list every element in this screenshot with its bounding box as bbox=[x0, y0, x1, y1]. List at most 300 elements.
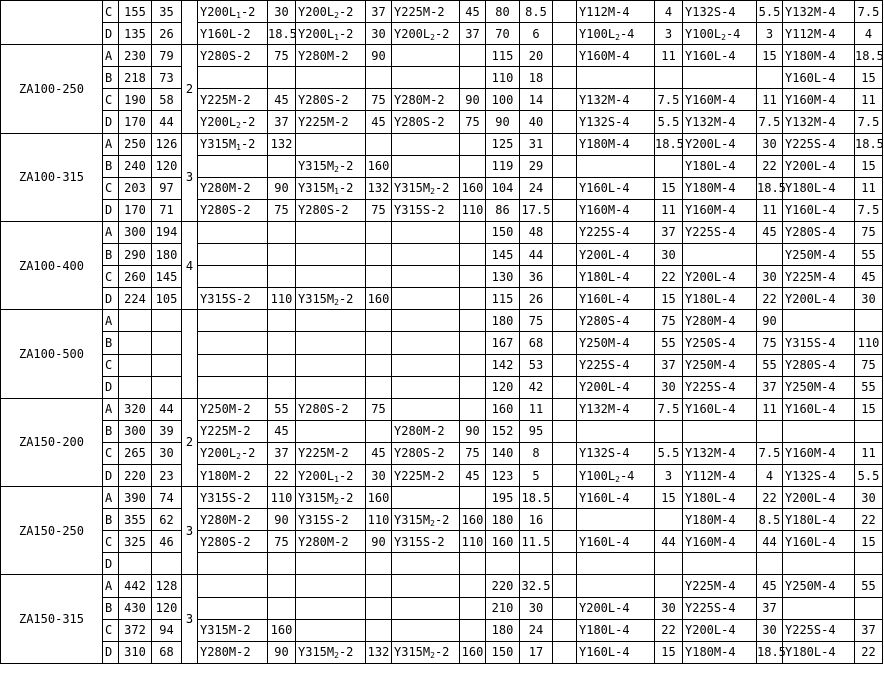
power-3-cell: 110 bbox=[460, 199, 486, 221]
spacer-cell bbox=[553, 376, 577, 398]
power-1-cell bbox=[268, 244, 296, 266]
head-2pole-cell: 44 bbox=[152, 111, 182, 133]
power-4-cell bbox=[655, 420, 683, 442]
spacer-cell bbox=[553, 111, 577, 133]
power-6-cell: 45 bbox=[855, 266, 883, 288]
variant-letter-cell: D bbox=[103, 641, 119, 663]
power-6-cell: 30 bbox=[855, 487, 883, 509]
motor-1-cell: Y180M-2 bbox=[198, 464, 268, 486]
power-1-cell bbox=[268, 354, 296, 376]
power-4-cell: 30 bbox=[655, 244, 683, 266]
head-4pole-cell: 36 bbox=[520, 266, 553, 288]
power-6-cell: 15 bbox=[855, 155, 883, 177]
flow-2pole-cell: 170 bbox=[119, 111, 152, 133]
variant-letter-cell: C bbox=[103, 442, 119, 464]
table-row bbox=[1, 575, 883, 597]
power-6-cell: 22 bbox=[855, 509, 883, 531]
power-4-cell: 55 bbox=[655, 332, 683, 354]
motor-6-cell: Y132S-4 bbox=[783, 464, 855, 486]
power-2-cell bbox=[366, 420, 392, 442]
power-6-cell: 55 bbox=[855, 244, 883, 266]
variant-letter-cell: D bbox=[103, 464, 119, 486]
power-3-cell bbox=[460, 332, 486, 354]
motor-4-cell: Y200L-4 bbox=[577, 376, 655, 398]
head-4pole-cell: 53 bbox=[520, 354, 553, 376]
motor-5-cell: Y180L-4 bbox=[683, 288, 757, 310]
spacer-cell bbox=[553, 619, 577, 641]
power-2-cell bbox=[366, 133, 392, 155]
power-2-cell: 37 bbox=[366, 1, 392, 23]
motor-6-cell: Y225M-4 bbox=[783, 266, 855, 288]
variant-letter-cell: B bbox=[103, 67, 119, 89]
flow-4pole-cell: 152 bbox=[486, 420, 520, 442]
power-2-cell bbox=[366, 221, 392, 243]
head-2pole-cell: 44 bbox=[152, 398, 182, 420]
power-4-cell bbox=[655, 155, 683, 177]
table-row bbox=[1, 354, 883, 376]
motor-3-cell bbox=[392, 398, 460, 420]
power-4-cell: 22 bbox=[655, 619, 683, 641]
motor-5-cell: Y160M-4 bbox=[683, 531, 757, 553]
power-2-cell bbox=[366, 244, 392, 266]
power-2-cell: 160 bbox=[366, 155, 392, 177]
motor-1-cell: Y225M-2 bbox=[198, 89, 268, 111]
motor-4-cell: Y132M-4 bbox=[577, 89, 655, 111]
spacer-cell bbox=[553, 177, 577, 199]
power-5-cell: 37 bbox=[757, 597, 783, 619]
flow-4pole-cell: 180 bbox=[486, 619, 520, 641]
motor-6-cell: Y200L-4 bbox=[783, 487, 855, 509]
flow-4pole-cell: 150 bbox=[486, 221, 520, 243]
power-3-cell: 45 bbox=[460, 464, 486, 486]
variant-letter-cell: B bbox=[103, 332, 119, 354]
motor-3-cell bbox=[392, 221, 460, 243]
flow-4pole-cell: 167 bbox=[486, 332, 520, 354]
power-5-cell bbox=[757, 244, 783, 266]
power-6-cell: 37 bbox=[855, 619, 883, 641]
flow-4pole-cell: 115 bbox=[486, 45, 520, 67]
power-3-cell: 160 bbox=[460, 641, 486, 663]
power-3-cell bbox=[460, 575, 486, 597]
power-4-cell bbox=[655, 509, 683, 531]
power-6-cell bbox=[855, 553, 883, 575]
motor-1-cell bbox=[198, 155, 268, 177]
table-row bbox=[1, 89, 883, 111]
motor-3-cell: Y280M-2 bbox=[392, 420, 460, 442]
table-row bbox=[1, 487, 883, 509]
power-5-cell: 7.5 bbox=[757, 442, 783, 464]
motor-6-cell: Y160M-4 bbox=[783, 89, 855, 111]
spacer-cell bbox=[553, 597, 577, 619]
power-1-cell: 110 bbox=[268, 288, 296, 310]
power-2-cell: 110 bbox=[366, 509, 392, 531]
head-4pole-cell: 40 bbox=[520, 111, 553, 133]
power-4-cell: 3 bbox=[655, 464, 683, 486]
power-3-cell: 160 bbox=[460, 509, 486, 531]
table-row bbox=[1, 464, 883, 486]
head-2pole-cell: 68 bbox=[152, 641, 182, 663]
spacer-cell bbox=[553, 487, 577, 509]
pump-model-cell: ZA150-250 bbox=[1, 487, 103, 575]
flow-2pole-cell: 190 bbox=[119, 89, 152, 111]
motor-2-cell bbox=[296, 67, 366, 89]
motor-2-cell bbox=[296, 575, 366, 597]
power-3-cell bbox=[460, 244, 486, 266]
motor-2-cell: $Y315M_2-2$ bbox=[296, 641, 366, 663]
flow-4pole-cell: 130 bbox=[486, 266, 520, 288]
motor-1-cell: Y315M-2 bbox=[198, 619, 268, 641]
head-4pole-cell: 32.5 bbox=[520, 575, 553, 597]
flow-4pole-cell: 90 bbox=[486, 111, 520, 133]
table-row bbox=[1, 23, 883, 45]
power-4-cell: 5.5 bbox=[655, 111, 683, 133]
head-2pole-cell: 94 bbox=[152, 619, 182, 641]
power-6-cell: 75 bbox=[855, 354, 883, 376]
motor-1-cell: Y280M-2 bbox=[198, 509, 268, 531]
power-1-cell: 90 bbox=[268, 641, 296, 663]
motor-1-cell bbox=[198, 597, 268, 619]
power-6-cell bbox=[855, 310, 883, 332]
head-2pole-cell bbox=[152, 310, 182, 332]
motor-3-cell bbox=[392, 376, 460, 398]
head-4pole-cell: 11 bbox=[520, 398, 553, 420]
power-1-cell bbox=[268, 67, 296, 89]
spacer-cell bbox=[553, 89, 577, 111]
motor-3-cell bbox=[392, 487, 460, 509]
motor-5-cell: Y200L-4 bbox=[683, 266, 757, 288]
power-6-cell: 15 bbox=[855, 398, 883, 420]
head-4pole-cell: 17.5 bbox=[520, 199, 553, 221]
motor-3-cell bbox=[392, 575, 460, 597]
power-5-cell: 30 bbox=[757, 619, 783, 641]
motor-3-cell: Y280S-2 bbox=[392, 111, 460, 133]
spacer-cell bbox=[553, 332, 577, 354]
spacer-cell bbox=[553, 398, 577, 420]
motor-2-cell: Y280S-2 bbox=[296, 199, 366, 221]
motor-5-cell: Y180M-4 bbox=[683, 509, 757, 531]
flow-4pole-cell: 125 bbox=[486, 133, 520, 155]
motor-4-cell bbox=[577, 553, 655, 575]
pump-model-cell: ZA150-200 bbox=[1, 398, 103, 486]
spacer-cell bbox=[553, 553, 577, 575]
motor-4-cell bbox=[577, 575, 655, 597]
motor-3-cell: Y225M-2 bbox=[392, 1, 460, 23]
variant-letter-cell: A bbox=[103, 575, 119, 597]
motor-4-cell: $Y100L_2-4$ bbox=[577, 23, 655, 45]
flow-4pole-cell: 142 bbox=[486, 354, 520, 376]
motor-2-cell bbox=[296, 354, 366, 376]
motor-6-cell bbox=[783, 597, 855, 619]
motor-4-cell bbox=[577, 509, 655, 531]
power-3-cell bbox=[460, 553, 486, 575]
power-2-cell: 160 bbox=[366, 288, 392, 310]
table-row bbox=[1, 266, 883, 288]
motor-5-cell: Y160M-4 bbox=[683, 199, 757, 221]
head-2pole-cell: 97 bbox=[152, 177, 182, 199]
flow-4pole-cell: 119 bbox=[486, 155, 520, 177]
motor-1-cell bbox=[198, 553, 268, 575]
head-2pole-cell: 128 bbox=[152, 575, 182, 597]
flow-2pole-cell: 155 bbox=[119, 1, 152, 23]
motor-6-cell bbox=[783, 553, 855, 575]
head-2pole-cell: 71 bbox=[152, 199, 182, 221]
motor-5-cell: Y132M-4 bbox=[683, 442, 757, 464]
power-1-cell: 18.5 bbox=[268, 23, 296, 45]
table-row bbox=[1, 420, 883, 442]
power-2-cell bbox=[366, 597, 392, 619]
head-2pole-cell: 74 bbox=[152, 487, 182, 509]
power-5-cell bbox=[757, 553, 783, 575]
spacer-cell bbox=[553, 641, 577, 663]
table-row bbox=[1, 221, 883, 243]
flow-2pole-cell: 135 bbox=[119, 23, 152, 45]
power-5-cell: 11 bbox=[757, 199, 783, 221]
power-5-cell: 90 bbox=[757, 310, 783, 332]
spacer-cell bbox=[553, 354, 577, 376]
power-3-cell bbox=[460, 597, 486, 619]
power-2-cell: 45 bbox=[366, 442, 392, 464]
motor-3-cell bbox=[392, 288, 460, 310]
power-6-cell: 4 bbox=[855, 23, 883, 45]
power-2-cell bbox=[366, 332, 392, 354]
power-4-cell bbox=[655, 575, 683, 597]
motor-2-cell bbox=[296, 376, 366, 398]
power-4-cell: 37 bbox=[655, 221, 683, 243]
power-6-cell: 75 bbox=[855, 221, 883, 243]
stage-count-cell: 3 bbox=[182, 487, 198, 575]
head-2pole-cell bbox=[152, 354, 182, 376]
head-4pole-cell: 24 bbox=[520, 619, 553, 641]
flow-4pole-cell: 160 bbox=[486, 531, 520, 553]
motor-4-cell bbox=[577, 67, 655, 89]
table-row bbox=[1, 398, 883, 420]
flow-4pole-cell: 80 bbox=[486, 1, 520, 23]
motor-2-cell bbox=[296, 244, 366, 266]
motor-2-cell: $Y315M_1-2$ bbox=[296, 177, 366, 199]
power-3-cell: 160 bbox=[460, 177, 486, 199]
pump-model-cell: ZA100-500 bbox=[1, 310, 103, 398]
variant-letter-cell: D bbox=[103, 376, 119, 398]
power-5-cell: 8.5 bbox=[757, 509, 783, 531]
motor-3-cell bbox=[392, 266, 460, 288]
variant-letter-cell: A bbox=[103, 487, 119, 509]
flow-4pole-cell: 180 bbox=[486, 310, 520, 332]
motor-3-cell: $Y315M_2-2$ bbox=[392, 641, 460, 663]
head-2pole-cell: 145 bbox=[152, 266, 182, 288]
motor-3-cell bbox=[392, 133, 460, 155]
power-4-cell: 18.5 bbox=[655, 133, 683, 155]
power-3-cell bbox=[460, 288, 486, 310]
power-6-cell: 5.5 bbox=[855, 464, 883, 486]
head-2pole-cell: 79 bbox=[152, 45, 182, 67]
motor-5-cell: Y180L-4 bbox=[683, 487, 757, 509]
power-5-cell: 18.5 bbox=[757, 177, 783, 199]
power-3-cell: 75 bbox=[460, 442, 486, 464]
power-5-cell: 44 bbox=[757, 531, 783, 553]
motor-3-cell bbox=[392, 45, 460, 67]
motor-2-cell: $Y200L_1-2$ bbox=[296, 464, 366, 486]
motor-5-cell: Y250M-4 bbox=[683, 354, 757, 376]
flow-2pole-cell: 224 bbox=[119, 288, 152, 310]
head-4pole-cell: 44 bbox=[520, 244, 553, 266]
motor-6-cell: Y250M-4 bbox=[783, 575, 855, 597]
power-2-cell: 90 bbox=[366, 531, 392, 553]
power-2-cell: 45 bbox=[366, 111, 392, 133]
variant-letter-cell: A bbox=[103, 133, 119, 155]
motor-5-cell: Y225S-4 bbox=[683, 597, 757, 619]
spacer-cell bbox=[553, 531, 577, 553]
power-1-cell: 160 bbox=[268, 619, 296, 641]
motor-1-cell bbox=[198, 221, 268, 243]
motor-2-cell bbox=[296, 597, 366, 619]
motor-3-cell bbox=[392, 597, 460, 619]
stage-count-cell bbox=[182, 310, 198, 398]
flow-2pole-cell: 220 bbox=[119, 464, 152, 486]
motor-1-cell: $Y315M_1-2$ bbox=[198, 133, 268, 155]
spacer-cell bbox=[553, 288, 577, 310]
power-1-cell bbox=[268, 553, 296, 575]
power-1-cell bbox=[268, 376, 296, 398]
power-6-cell: 11 bbox=[855, 177, 883, 199]
flow-2pole-cell: 290 bbox=[119, 244, 152, 266]
head-4pole-cell: 31 bbox=[520, 133, 553, 155]
motor-1-cell: Y280M-2 bbox=[198, 641, 268, 663]
power-5-cell bbox=[757, 67, 783, 89]
power-1-cell bbox=[268, 266, 296, 288]
power-2-cell bbox=[366, 553, 392, 575]
motor-4-cell: $Y100L_2-4$ bbox=[577, 464, 655, 486]
motor-6-cell: Y180L-4 bbox=[783, 509, 855, 531]
spec-table-body bbox=[1, 1, 883, 664]
flow-4pole-cell: 70 bbox=[486, 23, 520, 45]
head-4pole-cell: 29 bbox=[520, 155, 553, 177]
motor-4-cell: Y132M-4 bbox=[577, 398, 655, 420]
head-4pole-cell: 68 bbox=[520, 332, 553, 354]
motor-6-cell: Y250M-4 bbox=[783, 376, 855, 398]
motor-4-cell bbox=[577, 155, 655, 177]
stage-count-cell: 2 bbox=[182, 398, 198, 486]
motor-1-cell bbox=[198, 376, 268, 398]
head-4pole-cell: 42 bbox=[520, 376, 553, 398]
spacer-cell bbox=[553, 45, 577, 67]
motor-6-cell: Y280S-4 bbox=[783, 354, 855, 376]
motor-4-cell: Y250M-4 bbox=[577, 332, 655, 354]
motor-4-cell: Y160M-4 bbox=[577, 45, 655, 67]
motor-3-cell bbox=[392, 244, 460, 266]
motor-6-cell: Y132M-4 bbox=[783, 1, 855, 23]
table-row bbox=[1, 177, 883, 199]
motor-6-cell: Y180L-4 bbox=[783, 177, 855, 199]
flow-4pole-cell: 210 bbox=[486, 597, 520, 619]
power-5-cell: 55 bbox=[757, 354, 783, 376]
table-row bbox=[1, 597, 883, 619]
motor-4-cell: Y200L-4 bbox=[577, 244, 655, 266]
pump-model-cell: ZA100-315 bbox=[1, 133, 103, 221]
power-4-cell: 15 bbox=[655, 288, 683, 310]
power-2-cell bbox=[366, 266, 392, 288]
power-2-cell bbox=[366, 310, 392, 332]
table-row bbox=[1, 332, 883, 354]
flow-2pole-cell: 300 bbox=[119, 221, 152, 243]
power-3-cell bbox=[460, 398, 486, 420]
head-4pole-cell: 8 bbox=[520, 442, 553, 464]
motor-5-cell: Y225S-4 bbox=[683, 221, 757, 243]
motor-1-cell bbox=[198, 266, 268, 288]
power-3-cell: 90 bbox=[460, 89, 486, 111]
motor-6-cell: Y112M-4 bbox=[783, 23, 855, 45]
flow-2pole-cell: 390 bbox=[119, 487, 152, 509]
stage-count-cell: 3 bbox=[182, 133, 198, 221]
power-6-cell: 110 bbox=[855, 332, 883, 354]
motor-2-cell bbox=[296, 310, 366, 332]
flow-4pole-cell: 86 bbox=[486, 199, 520, 221]
head-2pole-cell: 26 bbox=[152, 23, 182, 45]
motor-2-cell bbox=[296, 553, 366, 575]
power-1-cell: 22 bbox=[268, 464, 296, 486]
head-2pole-cell: 180 bbox=[152, 244, 182, 266]
spacer-cell bbox=[553, 67, 577, 89]
power-3-cell bbox=[460, 67, 486, 89]
power-2-cell bbox=[366, 354, 392, 376]
flow-2pole-cell bbox=[119, 354, 152, 376]
spacer-cell bbox=[553, 199, 577, 221]
motor-5-cell bbox=[683, 67, 757, 89]
variant-letter-cell: D bbox=[103, 111, 119, 133]
motor-6-cell: Y180L-4 bbox=[783, 641, 855, 663]
table-row bbox=[1, 509, 883, 531]
pump-model-cell: ZA150-315 bbox=[1, 575, 103, 663]
motor-1-cell: Y280S-2 bbox=[198, 531, 268, 553]
power-2-cell: 75 bbox=[366, 398, 392, 420]
motor-5-cell: Y160L-4 bbox=[683, 398, 757, 420]
head-4pole-cell: 30 bbox=[520, 597, 553, 619]
power-5-cell bbox=[757, 420, 783, 442]
power-6-cell: 30 bbox=[855, 288, 883, 310]
motor-5-cell: Y225S-4 bbox=[683, 376, 757, 398]
motor-6-cell: Y132M-4 bbox=[783, 111, 855, 133]
power-1-cell: 45 bbox=[268, 420, 296, 442]
motor-5-cell: Y180M-4 bbox=[683, 641, 757, 663]
head-2pole-cell bbox=[152, 553, 182, 575]
head-4pole-cell: 14 bbox=[520, 89, 553, 111]
variant-letter-cell: B bbox=[103, 244, 119, 266]
flow-2pole-cell: 320 bbox=[119, 398, 152, 420]
head-2pole-cell: 46 bbox=[152, 531, 182, 553]
power-4-cell: 3 bbox=[655, 23, 683, 45]
motor-2-cell: $Y315M_2-2$ bbox=[296, 288, 366, 310]
motor-6-cell: Y160M-4 bbox=[783, 442, 855, 464]
spacer-cell bbox=[553, 1, 577, 23]
motor-4-cell: Y180L-4 bbox=[577, 619, 655, 641]
power-3-cell: 75 bbox=[460, 111, 486, 133]
head-4pole-cell: 75 bbox=[520, 310, 553, 332]
power-4-cell: 22 bbox=[655, 266, 683, 288]
head-2pole-cell: 23 bbox=[152, 464, 182, 486]
power-4-cell: 30 bbox=[655, 597, 683, 619]
motor-3-cell: Y280S-2 bbox=[392, 442, 460, 464]
motor-3-cell: Y315S-2 bbox=[392, 531, 460, 553]
power-3-cell bbox=[460, 266, 486, 288]
head-2pole-cell: 120 bbox=[152, 155, 182, 177]
motor-6-cell: Y225S-4 bbox=[783, 619, 855, 641]
motor-6-cell bbox=[783, 310, 855, 332]
motor-1-cell: Y280S-2 bbox=[198, 199, 268, 221]
power-2-cell bbox=[366, 619, 392, 641]
head-2pole-cell: 39 bbox=[152, 420, 182, 442]
head-4pole-cell: 18 bbox=[520, 67, 553, 89]
power-2-cell: 30 bbox=[366, 23, 392, 45]
flow-4pole-cell: 145 bbox=[486, 244, 520, 266]
